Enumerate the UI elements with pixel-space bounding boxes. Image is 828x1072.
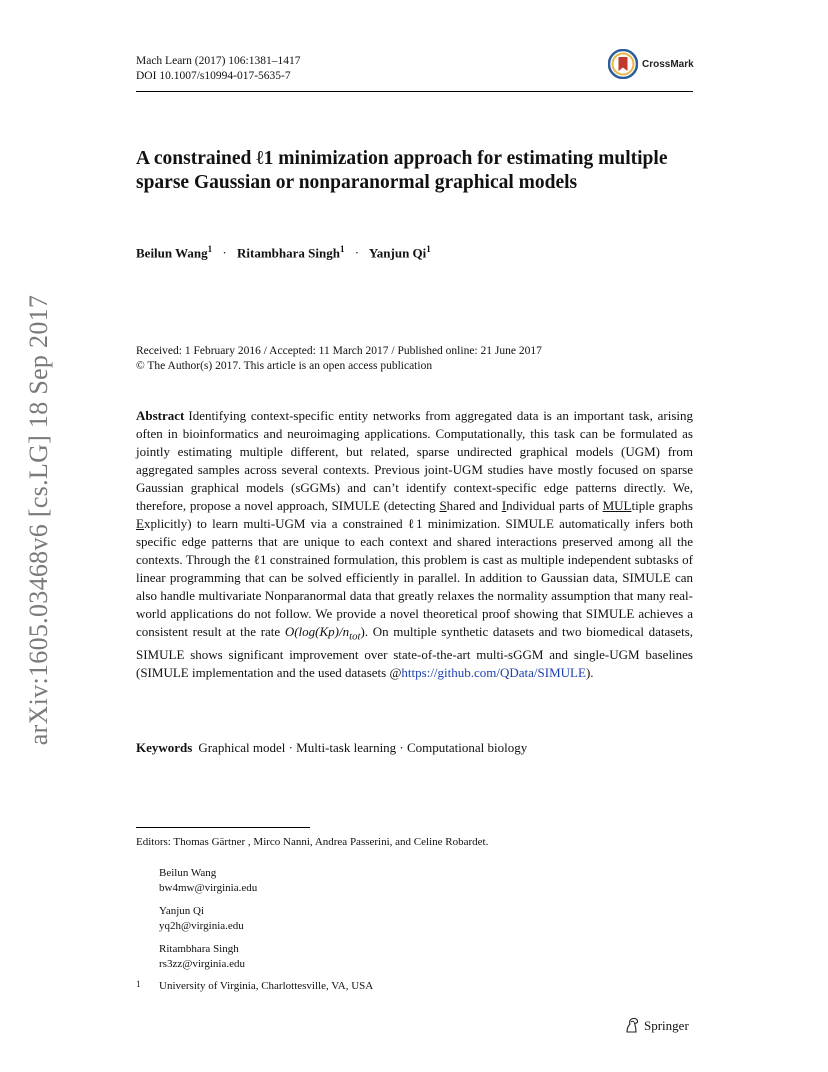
publisher-logo [624,1017,689,1034]
contact-email[interactable]: bw4mw@virginia.edu [159,882,258,894]
abstract-text: hared and [446,498,502,513]
rate-subscript: tot [349,630,361,643]
abstract-text: Identifying context-specific entity networks from aggregated data is an important task, arising often in bioinformatics and neuroimaging applications. Computationally, this task can be formulated as jointly estimating multiple different, but related, sparse undirected graphical models (UGM) from aggregated samples across several contexts. Previous joint-UGM studies have mostly focused on sparse Gaussian graphical models (sGGMs) and can’t identify context-specific edge patterns directly. We, therefore, propose a novel approach, SIMULE (detecting [136,408,693,513]
editors-note: Editors: Thomas Gärtner , Mirco Nanni, Andrea Passerini, and Celine Robardet. [136,836,489,848]
contact-block [159,866,257,896]
author-separator: · [222,245,227,261]
rate-close: ) [360,624,365,639]
contact-email[interactable]: yq2h@virginia.edu [159,920,244,932]
affiliation-number: 1 [136,979,141,989]
abstract-label: Abstract [136,408,185,423]
acronym-letter: I [501,498,507,513]
arxiv-identifier: arXiv:1605.03468v6 [cs.LG] 18 Sep 2017 [24,294,53,746]
author-affiliation-mark: 1 [426,244,431,254]
publisher-name: Springer [644,1017,689,1033]
footnote-rule [136,827,310,828]
abstract-text: xplicitly) to learn multi-UGM via a constrained ℓ1 minimization. SIMULE automatically infers both specific edge patterns that are unique to each context and shared interactions preserved among all the contexts. Through the ℓ1 constrained formulation, this problem is cast as multiple independent subtasks of linear programming that can be solved efficiently in parallel. In addition to Gaussian data, SIMULE can also handle multivariate Nonparanormal data that greatly relaxes the normality assumption that many real-world applications do not follow. We provide a novel theoretical proof showing that SIMULE achieves a consistent result at the rate [136,516,693,639]
abstract [136,407,693,682]
author-name[interactable]: Yanjun Qi [368,245,427,261]
paper-title: A constrained ℓ1 minimization approach for estimating multiple sparse Gaussian or nonparanormal graphical models [136,148,668,193]
abstract-text: ndividual parts of [506,498,603,513]
journal-info [136,54,300,84]
header-rule [136,91,693,92]
abstract-text: . On multiple synthetic datasets and two biomedical datasets, SIMULE shows significant improvement over state-of-the-art multi-sGGM and single-UGM baselines (SIMULE implementation and the used datasets @ [136,624,693,680]
affiliation: University of Virginia, Charlottesville, VA, USA [159,980,374,992]
contact-name: Ritambhara Singh [159,943,239,955]
keywords-text: Graphical model · Multi-task learning · Computational biology [198,740,528,755]
keywords-label: Keywords [136,740,193,755]
springer-horse-icon [624,1017,640,1034]
author-affiliation-mark: 1 [207,244,213,254]
keywords [136,740,527,756]
author-name[interactable]: Beilun Wang [136,245,208,261]
contact-block [159,942,245,972]
crossmark-icon [608,49,638,79]
author-affiliation-mark: 1 [339,244,345,254]
rate-formula: O(log(Kp)/n [284,624,350,639]
journal-citation: Mach Learn (2017) 106:1381–1417 [136,55,301,67]
github-link[interactable]: https://github.com/QData/SIMULE [401,664,586,680]
acronym-letter: S [439,498,447,513]
acronym-letter: E [136,516,144,531]
contact-name: Beilun Wang [159,867,217,879]
doi[interactable]: DOI 10.1007/s10994-017-5635-7 [136,70,291,82]
abstract-text: ). [585,664,594,680]
contact-name: Yanjun Qi [159,905,205,917]
contact-block [159,904,244,934]
crossmark-badge[interactable] [608,49,694,79]
contact-email[interactable]: rs3zz@virginia.edu [159,958,245,970]
abstract-text: tiple graphs [631,498,693,513]
acronym-letter: MUL [602,498,632,513]
crossmark-label: CrossMark [642,58,694,70]
received-accepted-line: Received: 1 February 2016 / Accepted: 11 March 2017 / Published online: 21 June 2017 [136,345,542,357]
author-separator: · [354,245,360,261]
publication-dates [136,344,542,374]
author-name[interactable]: Ritambhara Singh [237,245,340,261]
copyright-line: © The Author(s) 2017. This article is an open access publication [136,360,433,372]
author-list [136,244,431,261]
